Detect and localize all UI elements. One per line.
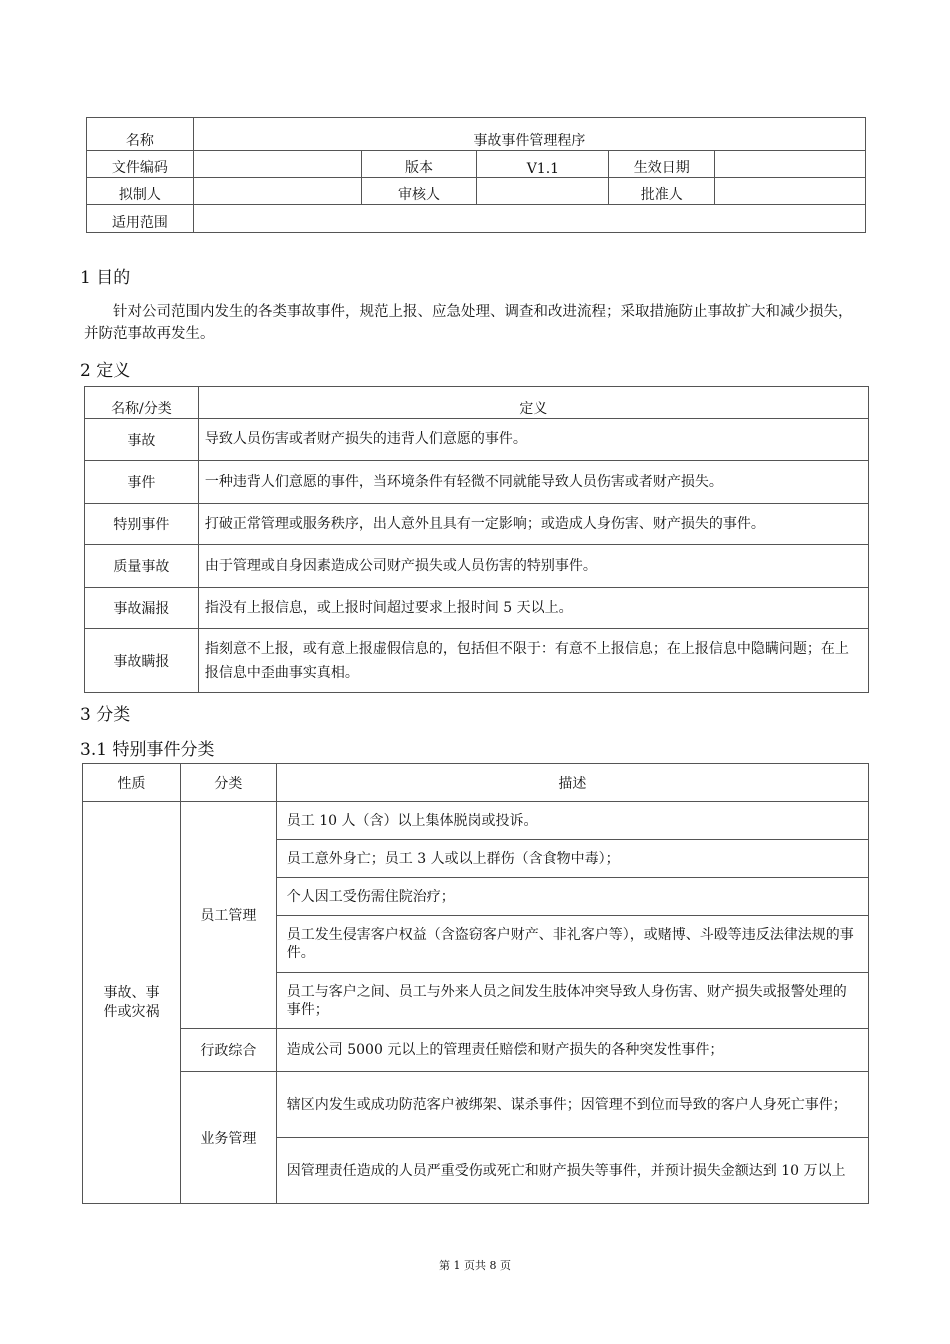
definition-term: 质量事故 — [85, 545, 199, 588]
category-cell: 员工管理 — [180, 802, 276, 1029]
definition-header-name: 名称/分类 — [85, 387, 199, 419]
category-cell: 行政综合 — [180, 1029, 276, 1072]
description-cell: 因管理责任造成的人员严重受伤或死亡和财产损失等事件，并预计损失金额达到 10 万以上 — [276, 1138, 868, 1204]
reviewer-label: 审核人 — [361, 178, 477, 205]
header-category: 分类 — [180, 764, 276, 802]
reviewer-value — [477, 178, 609, 205]
section-1-text: 针对公司范围内发生的各类事故事件，规范上报、应急处理、调查和改进流程；采取措施防止事故扩大和减少损失，并防范事故再发生。 — [84, 304, 853, 342]
doc-code-value — [193, 151, 361, 178]
description-cell: 辖区内发生或成功防范客户被绑架、谋杀事件；因管理不到位而导致的客户人身死亡事件； — [276, 1072, 868, 1138]
effective-date-label: 生效日期 — [609, 151, 715, 178]
definition-term: 事件 — [85, 461, 199, 504]
version-label: 版本 — [361, 151, 477, 178]
page-footer: 第 1 页共 8 页 — [439, 1259, 511, 1272]
drafter-label: 拟制人 — [87, 178, 194, 205]
header-nature: 性质 — [83, 764, 181, 802]
definition-text: 一种违背人们意愿的事件，当环境条件有轻微不同就能导致人员伤害或者财产损失。 — [198, 461, 868, 504]
definition-text: 打破正常管理或服务秩序，出人意外且具有一定影响；或造成人身伤害、财产损失的事件。 — [198, 504, 868, 545]
section-1-title: 1 目的 — [80, 268, 131, 288]
doc-code-label: 文件编码 — [87, 151, 194, 178]
definition-header-def: 定义 — [198, 387, 868, 419]
approver-value — [715, 178, 866, 205]
definition-term: 事故瞒报 — [85, 629, 199, 693]
header-description: 描述 — [276, 764, 868, 802]
definition-text: 指没有上报信息，或上报时间超过要求上报时间 5 天以上。 — [198, 588, 868, 629]
description-cell: 个人因工受伤需住院治疗； — [276, 878, 868, 916]
nature-cell: 事故、事件或灾祸 — [83, 802, 181, 1204]
description-cell: 员工 10 人（含）以上集体脱岗或投诉。 — [276, 802, 868, 840]
description-cell: 员工意外身亡；员工 3 人或以上群伤（含食物中毒）； — [276, 840, 868, 878]
definition-text: 导致人员伤害或者财产损失的违背人们意愿的事件。 — [198, 419, 868, 461]
definition-term: 特别事件 — [85, 504, 199, 545]
section-2-title: 2 定义 — [80, 361, 131, 381]
scope-value — [193, 205, 865, 233]
name-label: 名称 — [87, 118, 194, 151]
category-cell: 业务管理 — [180, 1072, 276, 1204]
document-info-table — [86, 117, 866, 233]
section-3-1-title: 3.1 特别事件分类 — [80, 740, 215, 760]
version-value: V1.1 — [477, 151, 609, 178]
definition-term: 事故 — [85, 419, 199, 461]
definition-term: 事故漏报 — [85, 588, 199, 629]
description-cell: 员工与客户之间、员工与外来人员之间发生肢体冲突导致人身伤害、财产损失或报警处理的事件； — [276, 973, 868, 1029]
special-event-classification-table — [82, 763, 869, 1204]
definition-text: 由于管理或自身因素造成公司财产损失或人员伤害的特别事件。 — [198, 545, 868, 588]
effective-date-value — [715, 151, 866, 178]
description-cell: 造成公司 5000 元以上的管理责任赔偿和财产损失的各种突发性事件； — [276, 1029, 868, 1072]
document-name: 事故事件管理程序 — [193, 118, 865, 151]
scope-label: 适用范围 — [87, 205, 194, 233]
definition-text: 指刻意不上报，或有意上报虚假信息的，包括但不限于：有意不上报信息；在上报信息中隐瞒问题；在上报信息中歪曲事实真相。 — [198, 629, 868, 693]
description-cell: 员工发生侵害客户权益（含盗窃客户财产、非礼客户等），或赌博、斗殴等违反法律法规的事件。 — [276, 916, 868, 973]
definition-table — [84, 386, 869, 693]
approver-label: 批准人 — [609, 178, 715, 205]
section-3-title: 3 分类 — [80, 705, 131, 725]
drafter-value — [193, 178, 361, 205]
